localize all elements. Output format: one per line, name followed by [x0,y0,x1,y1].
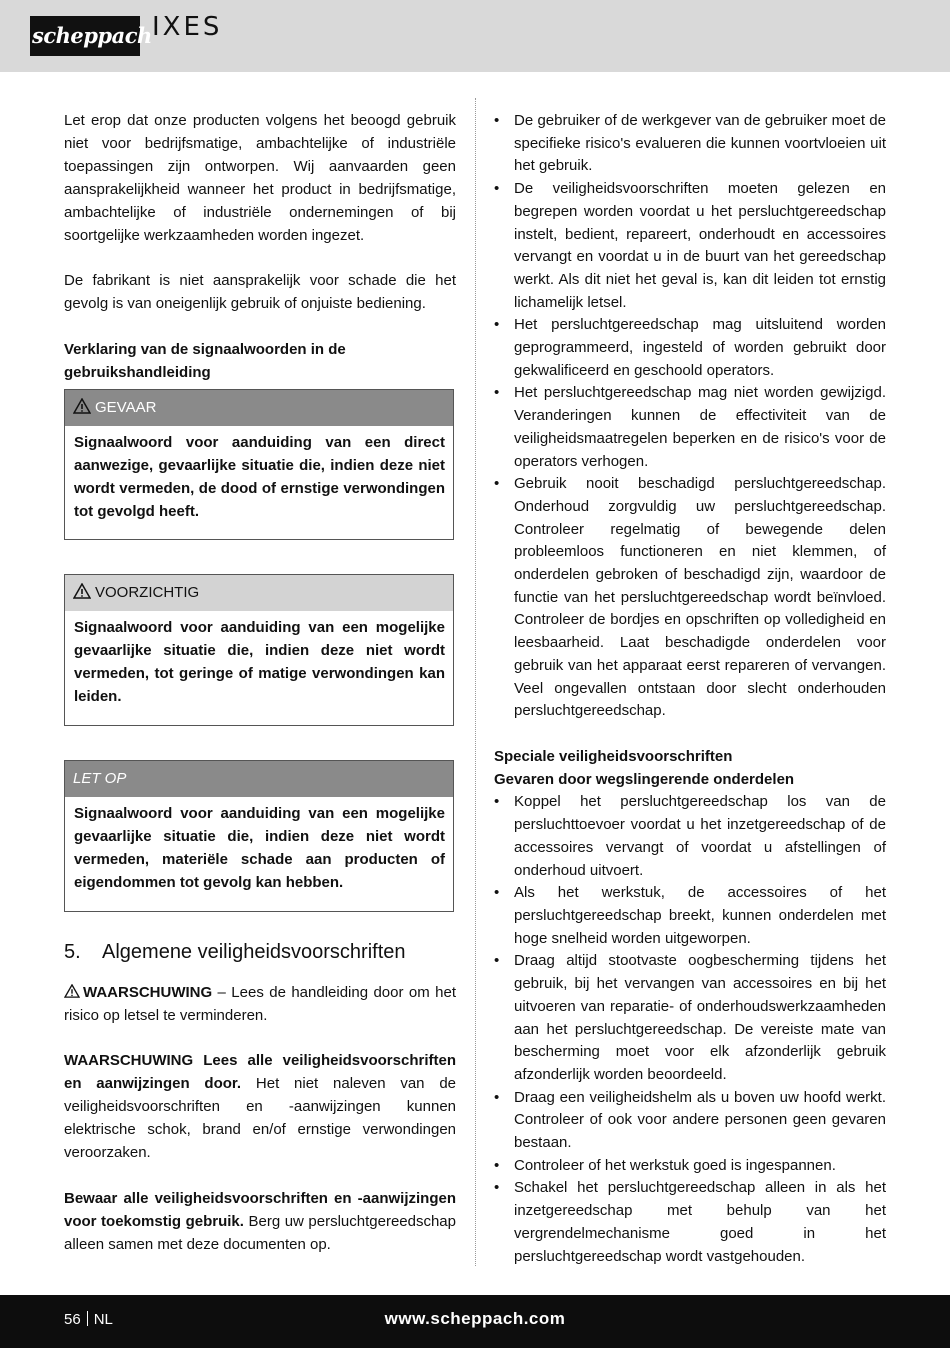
danger-text: Signaalwoord voor aanduiding van een direct aanwezige, gevaarlijke situatie die, indien deze niet wordt vermeden, de dood of ernstige verwondingen tot gevolgd heeft. [74,433,445,520]
keep-bold: Bewaar alle veiligheidsvoorschriften en -aanwijzingen voor toekomstig gebruik. [64,1189,456,1230]
scheppach-logo [30,16,152,56]
warning-2-text: Het niet naleven van de veiligheidsvoorschriften en -aanwijzingen kunnen elektrische schok, brand en/of ernstige verwondingen veroorzaken. [64,1075,457,1162]
intro-paragraph-1: Let erop dat onze producten volgens het beoogd gebruik niet voor bedrijfsmatige, ambachtelijke of industriële toepassingen zijn ontworpen. Wij aanvaarden geen aansprakelijkheid wanneer het product in bedrijfsmatige, ambachtelijke of industriële ondernemingen of bij soortgelijke werkzaamheden worden ingezet. [64,112,456,244]
keep-text: Berg uw persluchtgereedschap alleen samen met deze documenten op. [64,1212,456,1253]
notice-text: Signaalwoord voor aanduiding van een mogelijke gevaarlijke situatie die, indien deze niet wordt vermeden, materiële schade aan producten of eigendommen tot gevolg kan hebben. [74,805,445,891]
list-item: • Draag een veiligheidshelm als u boven uw hoofd werkt. Controleer of ook voor andere personen geen gevaren bestaan. [494,1087,886,1155]
warning-2-bold: WAARSCHUWING Lees alle veiligheidsvoorschriften en aanwijzingen door. [64,1052,456,1093]
projectile-hazards-list [494,791,886,1268]
logo-wordmark: scheppach [32,23,152,48]
website-link[interactable]: www.scheppach.com [384,1309,566,1328]
caution-box [64,574,454,726]
list-item: • Koppel het persluchtgereedschap los van de persluchttoevoer voordat u het inzetgereedschap of de accessoires vervangt of voordat u afstellingen of onderhoud uitvoert. [494,791,886,882]
caution-label: VOORZICHTIG [95,584,200,602]
ixes-logo: IXES [152,12,223,42]
warning-1-label: WAARSCHUWING [83,983,213,1001]
keep-instructions-paragraph [64,1188,456,1257]
right-column [494,110,886,1268]
left-column [64,110,456,1257]
danger-box [64,389,454,541]
page-header [0,0,950,72]
list-item: • De gebruiker of de werkgever van de gebruiker moet de specifieke risico's evalueren die kunnen voortvloeien uit het gebruik. [494,110,886,178]
page-number: 56 [64,1311,81,1328]
list-item: • Controleer of het werkstuk goed is ingespannen. [494,1155,886,1178]
caution-text: Signaalwoord voor aanduiding van een mogelijke gevaarlijke situatie die, indien deze niet wordt vermeden, tot geringe of matige verwondingen kan leiden. [74,619,445,706]
danger-box-header [65,390,453,426]
warning-triangle-icon [73,398,91,414]
general-safety-list [494,110,886,723]
list-item: • De veiligheidsvoorschriften moeten gelezen en begrepen worden voordat u het persluchtgereedschap instelt, bedient, repareert, onderhoudt en accessoires vervangt en voordat u in de buurt van het gereedschap werkt. Als dit niet het geval is, kan dit leiden tot ernstig lichamelijk letsel. [494,178,886,314]
warning-triangle-icon [64,984,80,998]
caution-box-header [65,575,453,611]
special-safety-heading: Speciale veiligheidsvoorschriften [494,747,733,765]
signal-words-heading: Verklaring van de signaalwoorden in de gebruikshandleiding [64,341,346,381]
notice-box-header [65,761,453,797]
section-heading [64,938,456,966]
list-item: • Gebruik nooit beschadigd persluchtgereedschap. Onderhoud zorgvuldig uw persluchtgereedschap. Controleer regelmatig of bewegende delen probleemloos functioneren en niet klemmen, of onderdelen gebroken of beschadigd zijn, waardoor de functie van het persluchtgereedschap wordt beïnvloed. Controleer de bordjes en opschriften op volledigheid en leesbaarheid. Laat beschadigde onderdelen voor gebruik van het apparaat eerst repareren of vervangen. Veel ongevallen ontstaan door slecht onderhouden persluchtgereedschap. [494,473,886,723]
list-item: • Draag altijd stootvaste oogbescherming tijdens het gebruik, bij het vervangen van accessoires en bij het uitvoeren van reparatie- of onderhoudswerkzaamheden aan het persluchtgereedschap. De vereiste mate van bescherming moet voor elk afzonderlijk gebruik afzonderlijk worden beoordeeld. [494,950,886,1086]
warning-triangle-icon [73,583,91,599]
intro-paragraph-2: De fabrikant is niet aansprakelijk voor schade die het gevolg is van oneigenlijk gebruik of onjuiste bediening. [64,272,456,313]
list-item: • Het persluchtgereedschap mag uitsluitend worden geprogrammeerd, ingesteld of worden gebruikt door gekwalificeerd en geschoold operators. [494,314,886,382]
page-footer [0,1295,950,1348]
projectile-hazards-heading: Gevaren door wegslingerende onderdelen [494,770,795,788]
list-item: • Als het werkstuk, de accessoires of het persluchtgereedschap breekt, kunnen onderdelen met hoge snelheid worden uitgeworpen. [494,882,886,950]
list-item: • Het persluchtgereedschap mag niet worden gewijzigd. Veranderingen kunnen de effectiviteit van de veiligheidsmaatregelen beperken en de risico's voor de operators verhogen. [494,382,886,473]
notice-box [64,760,454,912]
danger-label: GEVAAR [95,398,157,416]
language-code: NL [93,1311,113,1328]
warning-paragraph-1 [64,982,456,1028]
column-divider [475,98,476,1266]
section-number: 5. [64,940,81,963]
notice-label: LET OP [73,770,127,788]
warning-1-text: – Lees de handleiding door om het risico op letsel te verminderen. [64,983,456,1024]
list-item: • Schakel het persluchtgereedschap alleen in als het inzetgereedschap met behulp van het vergrendelmechanisme goed in het persluchtgereedschap wordt vastgehouden. [494,1177,886,1268]
section-title: Algemene veiligheidsvoorschriften [102,940,406,963]
warning-paragraph-2 [64,1050,456,1165]
